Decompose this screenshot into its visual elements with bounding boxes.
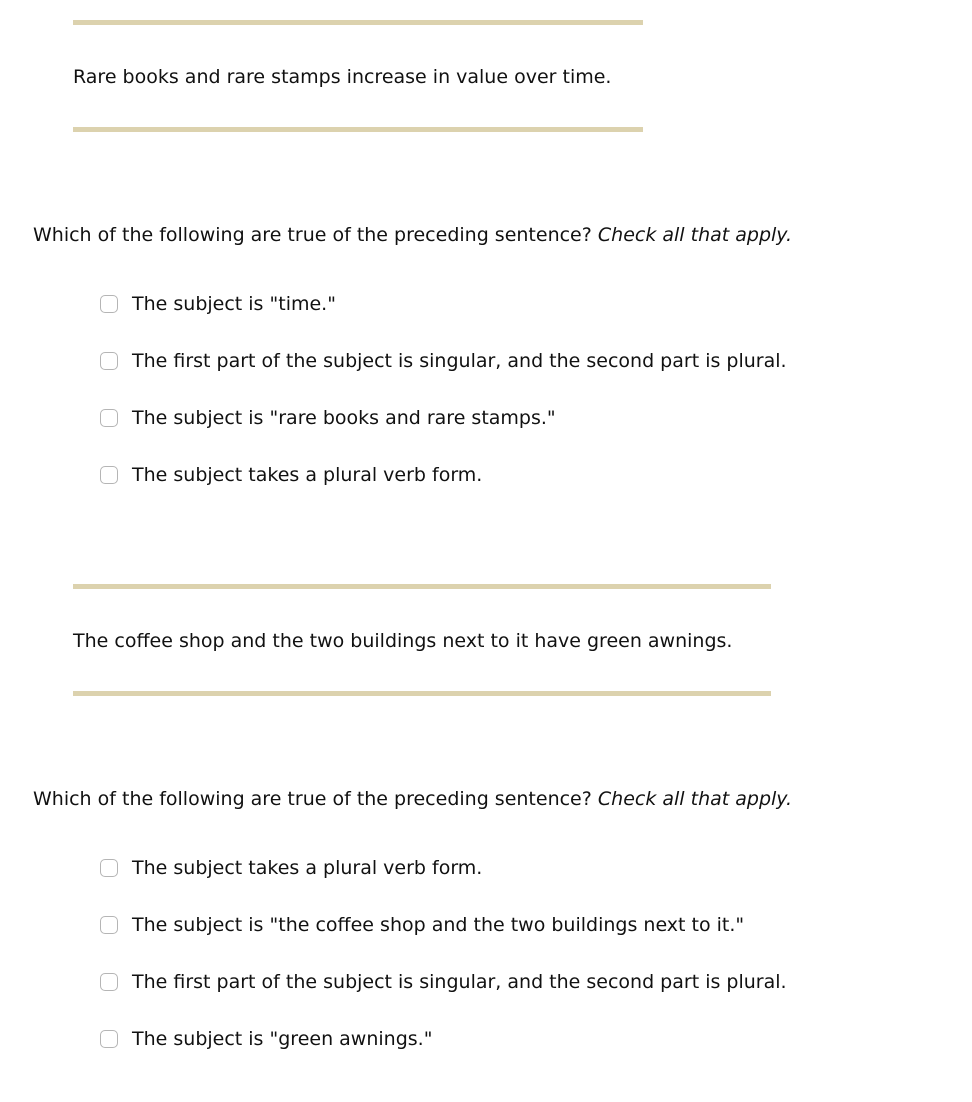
- option-label: The subject takes a plural verb form.: [132, 857, 483, 879]
- prompt-text: Which of the following are true of the preceding sentence?: [33, 788, 592, 810]
- answer-option[interactable]: [100, 462, 482, 488]
- option-label: The first part of the subject is singular, and the second part is plural.: [132, 350, 787, 372]
- option-label: The subject takes a plural verb form.: [132, 464, 483, 486]
- option-checkbox[interactable]: [100, 916, 118, 934]
- question-prompt: [33, 787, 792, 811]
- prompt-text: Which of the following are true of the preceding sentence?: [33, 224, 592, 246]
- option-checkbox[interactable]: [100, 409, 118, 427]
- answer-option[interactable]: [100, 348, 787, 374]
- answer-option[interactable]: [100, 912, 744, 938]
- prompt-instruction: Check all that apply.: [597, 788, 793, 810]
- option-checkbox[interactable]: [100, 352, 118, 370]
- question-sentence: The coffee shop and the two buildings next to it have green awnings.: [73, 630, 733, 652]
- option-label: The subject is "green awnings.": [132, 1028, 433, 1050]
- option-checkbox[interactable]: [100, 973, 118, 991]
- answer-option[interactable]: [100, 291, 336, 317]
- option-label: The subject is "the coffee shop and the two buildings next to it.": [132, 914, 745, 936]
- answer-option[interactable]: [100, 855, 482, 881]
- sentence-top-rule: [73, 20, 643, 25]
- option-label: The first part of the subject is singular, and the second part is plural.: [132, 971, 787, 993]
- option-checkbox[interactable]: [100, 295, 118, 313]
- option-checkbox[interactable]: [100, 1030, 118, 1048]
- answer-option[interactable]: [100, 1026, 432, 1052]
- sentence-bottom-rule: [73, 691, 771, 696]
- question-sentence: Rare books and rare stamps increase in value over time.: [73, 66, 612, 88]
- option-label: The subject is "time.": [132, 293, 336, 315]
- option-checkbox[interactable]: [100, 859, 118, 877]
- option-label: The subject is "rare books and rare stamps.": [132, 407, 556, 429]
- sentence-bottom-rule: [73, 127, 643, 132]
- answer-option[interactable]: [100, 969, 787, 995]
- sentence-top-rule: [73, 584, 771, 589]
- prompt-instruction: Check all that apply.: [597, 224, 793, 246]
- question-prompt: [33, 223, 792, 247]
- answer-option[interactable]: [100, 405, 556, 431]
- option-checkbox[interactable]: [100, 466, 118, 484]
